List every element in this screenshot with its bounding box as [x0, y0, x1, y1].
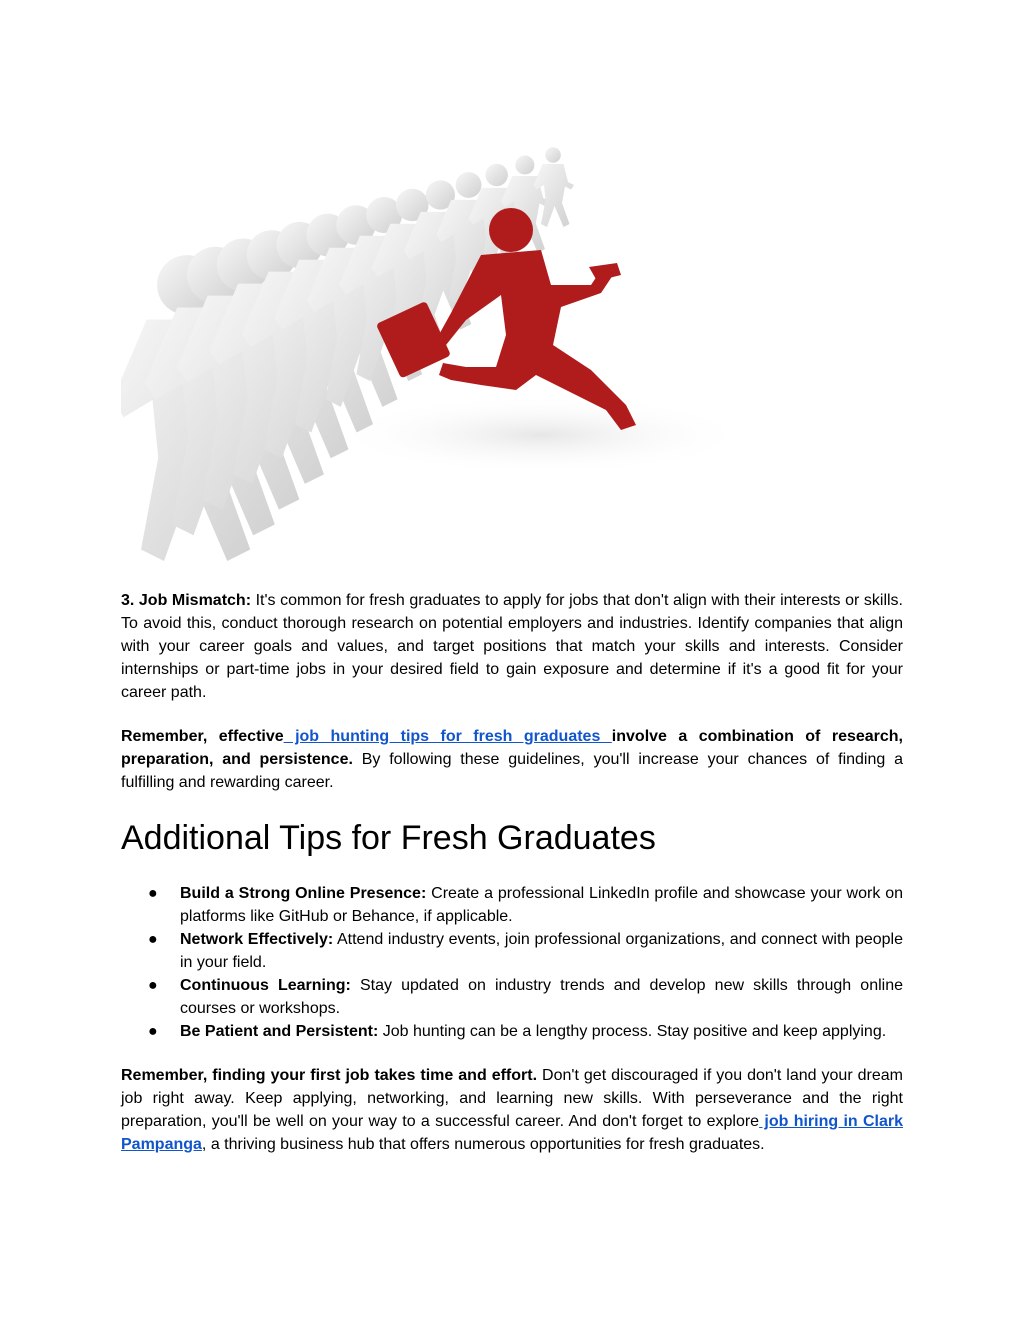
remember-1-text: By following these guidelines, you'll increase your chances of finding a fulfilling and rewarding career. — [121, 751, 903, 791]
section-heading: Additional Tips for Fresh Graduates — [121, 819, 656, 857]
remember-paragraph-2 — [121, 1064, 903, 1156]
bullet-icon: ● — [148, 931, 158, 948]
bullet-icon: ● — [148, 977, 158, 994]
job-mismatch-text: It's common for fresh graduates to apply for jobs that don't align with their interests or skills. To avoid this, conduct thorough research on potential employers and industries. Identify companies that align with your career goals and values, and target positions that match your skills and interests. Consider internships or part-time jobs in your desired field to gain exposure and determine if it's a good fit for your career path. — [121, 592, 903, 701]
tip-text: Stay updated on industry trends and develop new skills through online courses or workshops. — [180, 977, 904, 1017]
tip-text: Attend industry events, join professional organizations, and connect with people in your field. — [180, 931, 904, 971]
remember-2-bold: Remember, finding your first job takes time and effort. — [121, 1067, 538, 1084]
remember-2-text-after: , a thriving business hub that offers numerous opportunities for fresh graduates. — [201, 1136, 765, 1153]
list-item — [121, 1020, 903, 1043]
list-item — [121, 974, 903, 1020]
remember-1-bold-post: involve a combination of research, preparation, and persistence. — [121, 728, 903, 768]
bullet-icon: ● — [148, 885, 158, 902]
remember-2-text: Don't get discouraged if you don't land your dream job right away. Keep applying, networking, and learning new skills. With perseverance and the right preparation, you'll be well on your way to a successful career. And don't forget to explore — [121, 1067, 904, 1130]
running-businessman-illustration — [121, 135, 741, 565]
list-item — [121, 928, 903, 974]
tip-lead: Continuous Learning: — [180, 977, 351, 994]
tip-lead: Be Patient and Persistent: — [180, 1023, 379, 1040]
job-hiring-clark-link[interactable]: job hiring in Clark Pampanga — [121, 1113, 904, 1153]
remember-1-bold-pre: Remember, effective — [121, 728, 284, 745]
job-mismatch-lead: 3. Job Mismatch: — [121, 592, 252, 609]
crowd-figure — [534, 147, 575, 227]
job-mismatch-paragraph — [121, 589, 903, 704]
job-hunting-tips-link[interactable]: job hunting tips for fresh graduates — [283, 728, 612, 745]
tip-text: Job hunting can be a lengthy process. Stay positive and keep applying. — [378, 1023, 887, 1040]
list-item — [121, 882, 903, 928]
bullet-icon: ● — [148, 1023, 158, 1040]
tips-list — [121, 882, 903, 1043]
tip-lead: Network Effectively: — [180, 931, 334, 948]
remember-paragraph-1 — [121, 725, 903, 794]
tip-lead: Build a Strong Online Presence: — [180, 885, 427, 902]
tip-text: Create a professional LinkedIn profile and showcase your work on platforms like GitHub or Behance, if applicable. — [180, 885, 903, 925]
